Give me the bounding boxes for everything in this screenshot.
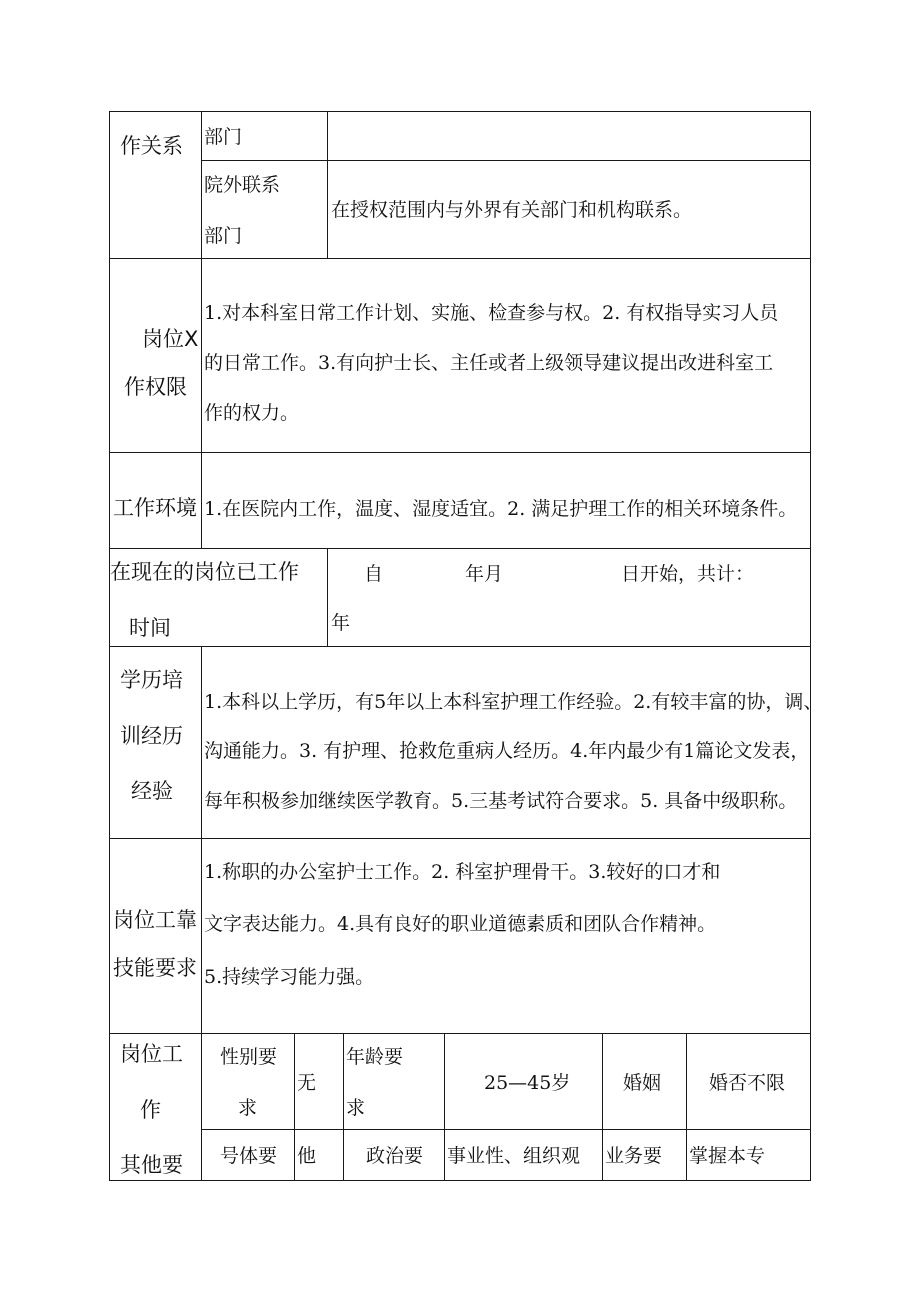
environment-text: 1.在医院内工作，温度、湿度适宜。2. 满足护理工作的相关环境条件。 — [204, 498, 798, 520]
table-border-bottom — [109, 1180, 811, 1181]
age-label: 年龄要 — [346, 1046, 404, 1068]
internal-dept-label: 部门 — [204, 126, 243, 148]
authority-label: 作权限 — [124, 375, 187, 399]
column-divider — [201, 111, 202, 548]
row-divider — [109, 548, 811, 549]
column-divider — [294, 1033, 295, 1181]
skills-label: 岗位工靠 — [113, 908, 197, 932]
column-divider — [327, 548, 328, 646]
row-divider — [109, 838, 811, 839]
education-label: 学历培 — [120, 668, 183, 692]
marriage-value: 婚否不限 — [709, 1072, 786, 1094]
row-divider — [109, 452, 811, 453]
education-text: 1.本科以上学历，有5年以上本科室护理工作经验。2.有较丰富的协，调、 — [204, 691, 823, 713]
tenure-year-month: 年月 — [465, 563, 504, 585]
other-label: 作 — [140, 1098, 161, 1122]
relations-label: 作关系 — [120, 134, 183, 158]
tenure-label: 在现在的岗位已工作 — [110, 560, 299, 584]
external-dept-label: 院外联系 — [204, 174, 281, 196]
skills-text: 5.持续学习能力强。 — [204, 966, 375, 988]
environment-label: 工作环境 — [113, 496, 197, 520]
education-text: 沟通能力。3. 有护理、抢救危重病人经历。4.年内最少有1篇论文发表， — [204, 740, 810, 762]
row-divider — [201, 160, 811, 161]
body-value: 他 — [297, 1145, 317, 1167]
education-label: 训经历 — [120, 724, 183, 748]
column-divider — [686, 1033, 687, 1181]
column-divider — [327, 111, 328, 258]
education-text: 每年积极参加继续医学教育。5.三基考试符合要求。5. 具备中级职称。 — [204, 790, 798, 812]
tenure-day-total: 日开始，共计： — [621, 563, 755, 585]
political-value: 事业性、组织观 — [447, 1145, 581, 1167]
other-label: 岗位工 — [120, 1042, 183, 1066]
age-value: 25—45岁 — [484, 1072, 571, 1094]
row-divider — [109, 258, 811, 259]
tenure-year: 年 — [331, 612, 351, 634]
business-value: 掌握本专 — [689, 1145, 766, 1167]
column-divider — [444, 1033, 445, 1181]
column-divider — [201, 646, 202, 1181]
political-label: 政治要 — [366, 1145, 424, 1167]
row-divider — [201, 1129, 811, 1130]
authority-text: 1.对本科室日常工作计划、实施、检查参与权。2. 有权指导实习人员 — [204, 302, 779, 324]
gender-value: 无 — [297, 1072, 317, 1094]
gender-label: 性别要 — [220, 1046, 278, 1068]
table-border-top — [109, 111, 811, 112]
gender-label: 求 — [238, 1097, 258, 1119]
skills-text: 文字表达能力。4.具有良好的职业道德素质和团队合作精神。 — [204, 913, 717, 935]
skills-text: 1.称职的办公室护士工作。2. 科室护理骨干。3.较好的口才和 — [204, 861, 721, 883]
table-border-right — [810, 111, 811, 1181]
skills-label: 技能要求 — [113, 956, 197, 980]
row-divider — [109, 1033, 811, 1034]
column-divider — [343, 1033, 344, 1181]
authority-text: 的日常工作。3.有向护士长、主任或者上级领导建议提出改进科室工 — [204, 352, 774, 374]
column-divider — [602, 1033, 603, 1181]
business-label: 业务要 — [605, 1145, 663, 1167]
marriage-label: 婚姻 — [623, 1072, 662, 1094]
authority-label: 岗位X — [142, 327, 199, 351]
tenure-from: 自 — [364, 563, 384, 585]
age-label: 求 — [346, 1097, 366, 1119]
row-divider — [109, 646, 811, 647]
body-label: 号体要 — [220, 1145, 278, 1167]
tenure-label: 时间 — [129, 616, 171, 640]
external-dept-label: 部门 — [204, 225, 243, 247]
authority-text: 作的权力。 — [204, 402, 300, 424]
table-border-left — [109, 111, 110, 1181]
education-label: 经验 — [131, 779, 173, 803]
other-label: 其他要 — [120, 1153, 183, 1177]
external-dept-value: 在授权范围内与外界有关部门和机构联系。 — [331, 199, 693, 221]
